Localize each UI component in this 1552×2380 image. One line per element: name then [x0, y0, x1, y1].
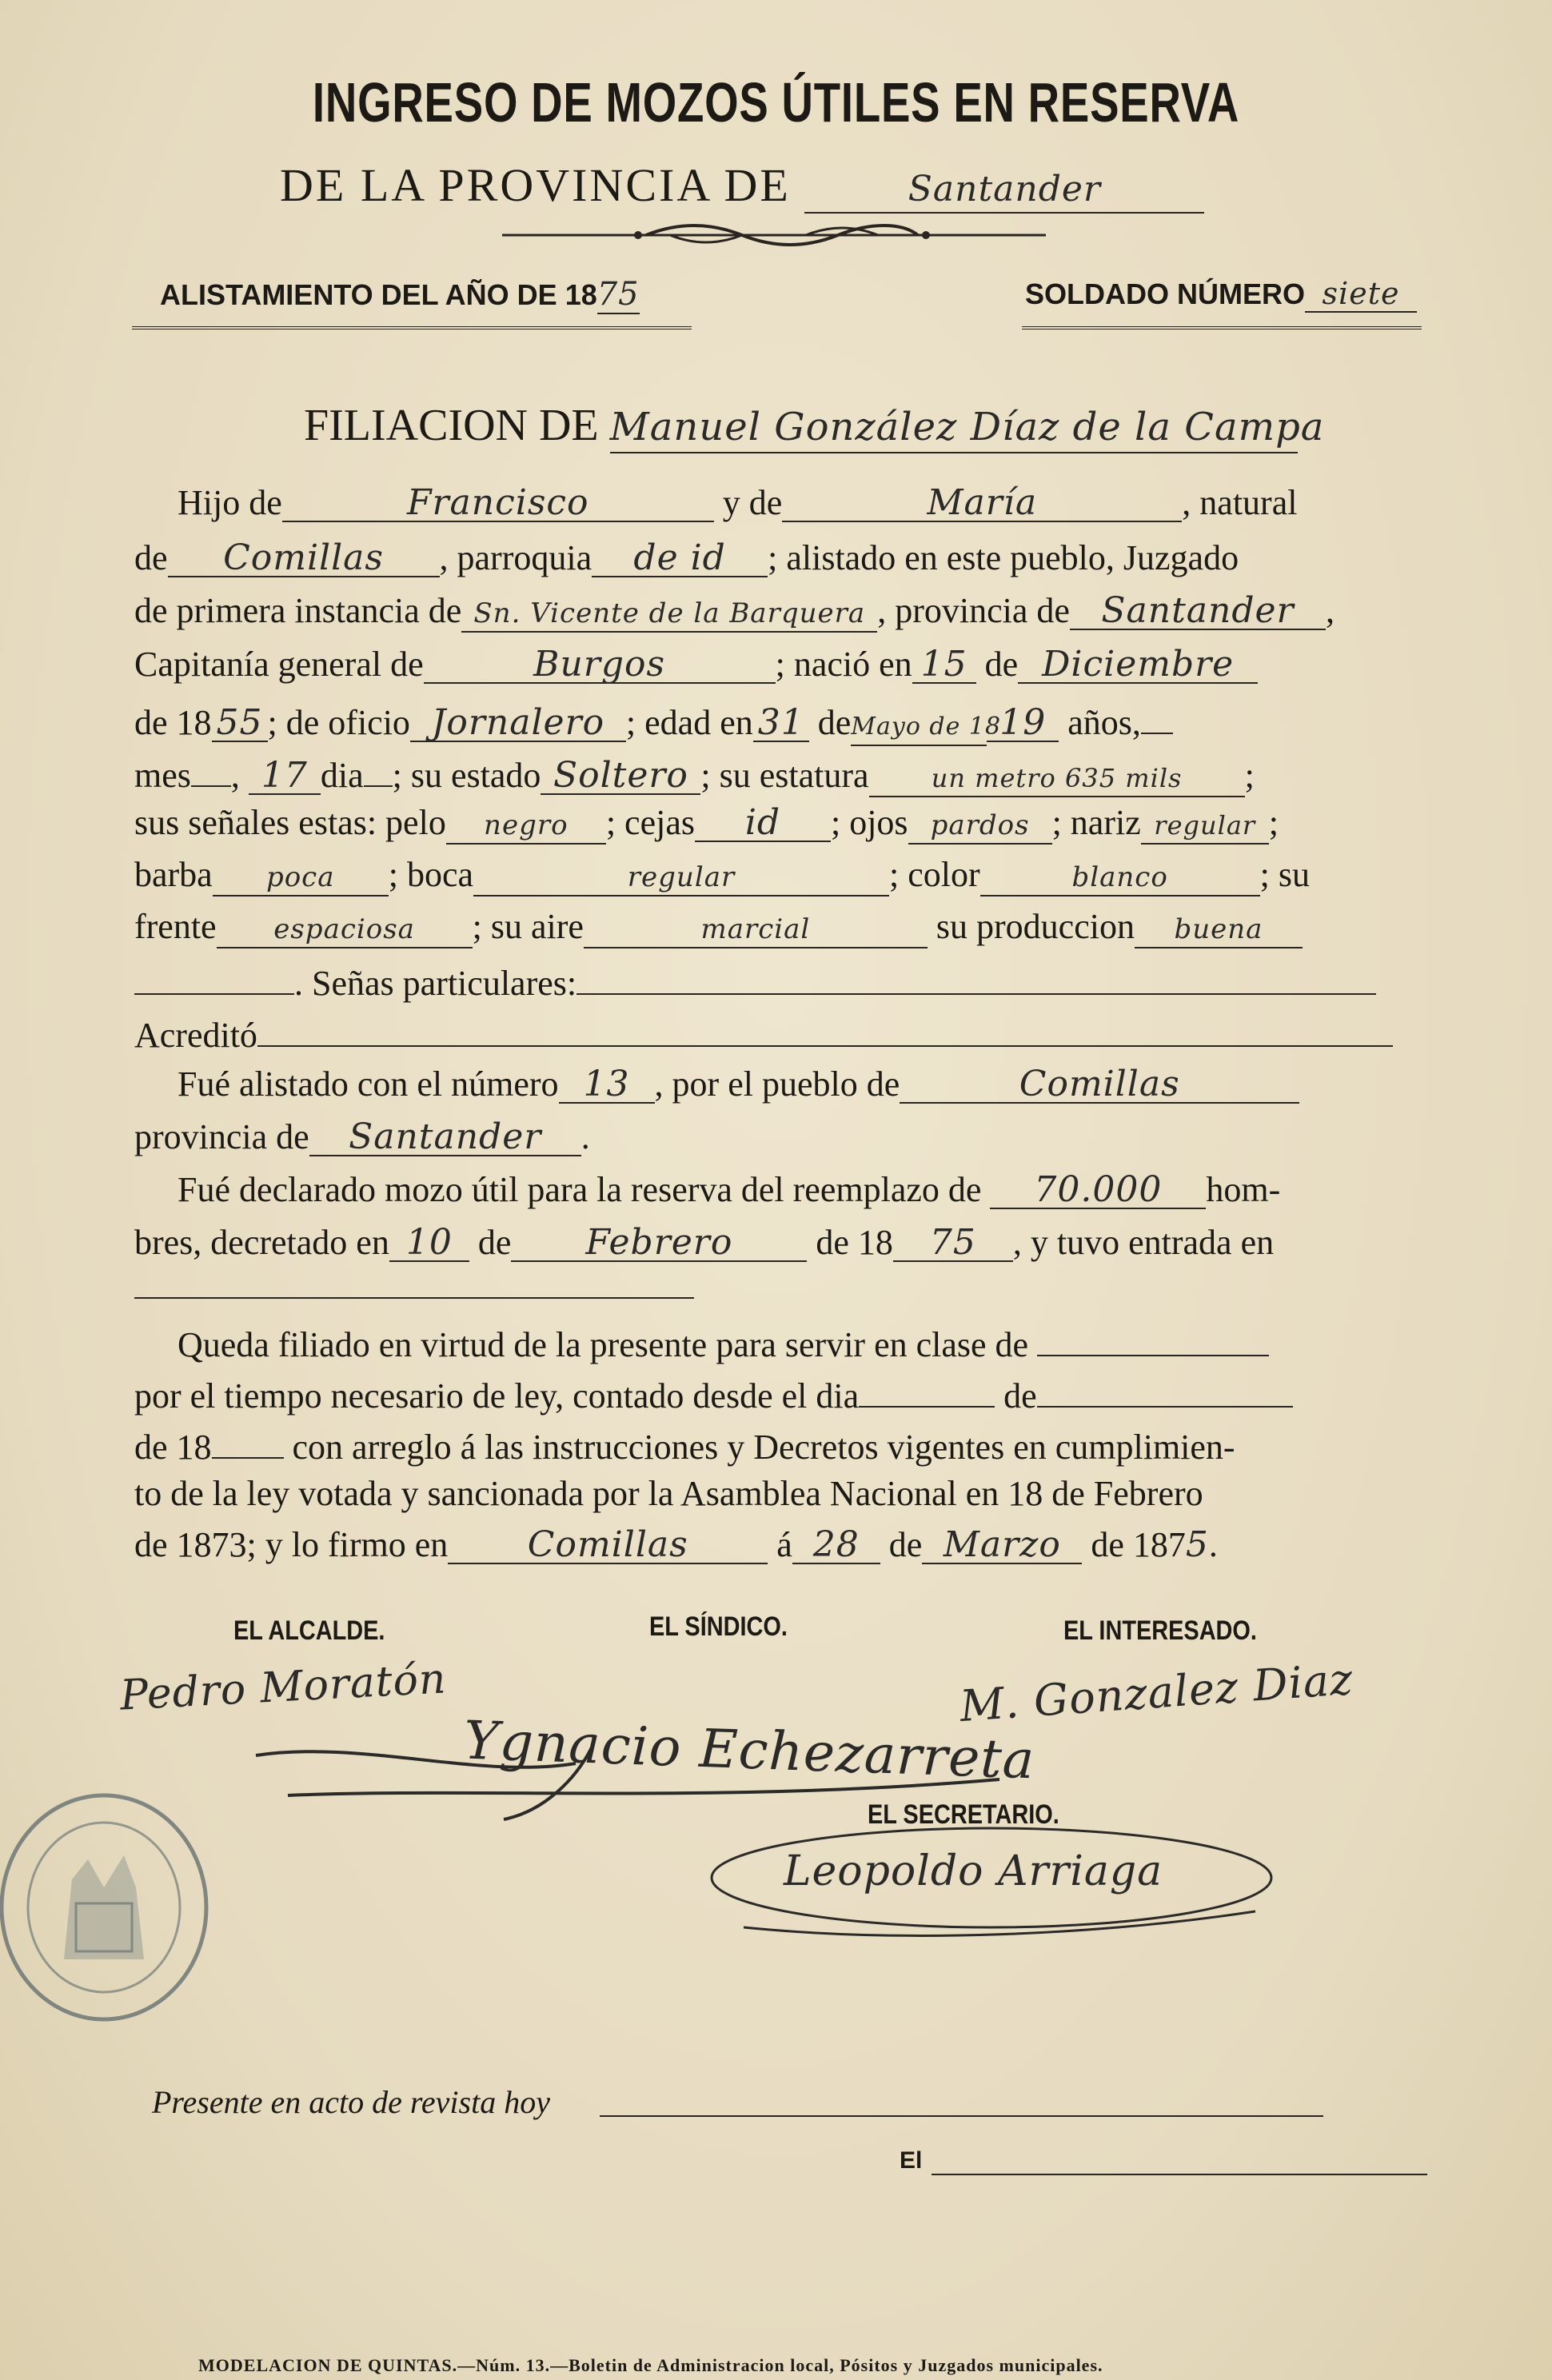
- de2-label: de: [984, 645, 1019, 684]
- estado-value: Soltero: [541, 758, 700, 795]
- nacio-label: ; nació en: [775, 645, 912, 684]
- parroquia-label: , parroquia: [439, 538, 592, 577]
- interesado-label: EL INTERESADO.: [1063, 1615, 1257, 1646]
- alistamiento-year: 75: [596, 276, 640, 313]
- mes-desde-blank: [1037, 1371, 1293, 1408]
- nacio-month: Diciembre: [1018, 647, 1258, 684]
- produccion-value: buena: [1135, 912, 1303, 948]
- juzgado-value: Sn. Vicente de la Barquera: [461, 596, 877, 633]
- filiacion-line: [304, 400, 1325, 453]
- alistado-label: ; alistado en este pueblo, Juzgado: [768, 538, 1239, 577]
- frente-label: frente: [134, 907, 217, 946]
- oficio-label: ; de oficio: [267, 703, 410, 742]
- line-senas: [134, 958, 1420, 1004]
- sindico-flourish: [240, 1731, 1039, 1827]
- secretario-label: EL SECRETARIO.: [868, 1799, 1059, 1830]
- de18-label: de 18: [134, 703, 212, 742]
- declarado-label: Fué declarado mozo útil para la reserva del reemplazo de: [178, 1170, 982, 1209]
- acredito-label: Acreditó: [134, 1016, 257, 1055]
- line-hijo: [178, 482, 1420, 523]
- para-text-1: Queda filiado en virtud de la presente para servir en clase de: [178, 1325, 1029, 1364]
- para-text-3a: de 18: [134, 1428, 212, 1467]
- revista-blank: [600, 2115, 1323, 2117]
- sindico-signature: Ygnacio Echezarreta: [462, 1709, 1036, 1791]
- provincia2-label: provincia de: [134, 1117, 309, 1156]
- provincia-label: , provincia de: [877, 591, 1070, 630]
- boca-label: ; boca: [388, 855, 474, 894]
- line-barba: [134, 854, 1420, 896]
- edad-years: 19: [987, 705, 1059, 742]
- color-value: blanco: [980, 860, 1260, 896]
- decretado-day: 10: [389, 1225, 469, 1262]
- para-text-2a: por el tiempo necesario de ley, contado desde el dia: [134, 1376, 860, 1416]
- month-value: Marzo: [922, 1527, 1082, 1564]
- header-rule-left: [132, 326, 692, 329]
- barba-label: barba: [134, 855, 213, 894]
- province-label: DE LA PROVINCIA DE: [280, 159, 791, 211]
- line-frente: [134, 906, 1420, 948]
- mother-value: María: [782, 485, 1182, 522]
- natural-label: , natural: [1182, 483, 1298, 522]
- dia-blank: [364, 750, 393, 787]
- para-line-5: de 1873; y lo firmo en Comillas á 28 de Marzo de 1875.: [134, 1524, 1218, 1565]
- senales-label: sus señales estas: pelo: [134, 803, 446, 842]
- province-value: Santander: [804, 167, 1204, 214]
- edad-month: Mayo de 18: [851, 709, 987, 746]
- produccion-label: su produccion: [936, 907, 1135, 946]
- ornament-divider: [502, 221, 1046, 250]
- alistamiento-label: ALISTAMIENTO DEL AÑO DE 18: [160, 278, 597, 311]
- soldado-label: SOLDADO NÚMERO: [1025, 278, 1305, 310]
- para-text-5b: á: [776, 1525, 792, 1564]
- secretario-flourish: [696, 1815, 1287, 1951]
- line-senales: sus señales estas: pelo negro ; cejas id ; ojos pardos ; nariz regular ;: [134, 802, 1279, 843]
- sindico-label: EL SÍNDICO.: [649, 1611, 788, 1642]
- nariz-label: ; nariz: [1051, 803, 1141, 842]
- hijo-de-label: Hijo de: [178, 483, 282, 522]
- line-estado: mes , 17 dia ; su estado Soltero ; su estatura un metro 635 mils ;: [134, 750, 1420, 797]
- para-line-4: [134, 1473, 1420, 1514]
- reemplazo-value: 70.000: [990, 1172, 1206, 1209]
- pueblo-value: Comillas: [900, 1067, 1299, 1104]
- decretado-year: 75: [893, 1225, 1013, 1262]
- de18b-label: de 18: [816, 1223, 893, 1262]
- nariz-value: regular: [1141, 808, 1269, 845]
- cejas-label: ; cejas: [605, 803, 695, 842]
- oficio-value: Jornalero: [410, 705, 626, 742]
- senas-blank: [577, 958, 1376, 995]
- entrada-blank: [134, 1297, 694, 1299]
- acredito-blank: [257, 1010, 1393, 1047]
- provincia-value: Santander: [1070, 593, 1326, 630]
- clase-blank: [1037, 1320, 1269, 1356]
- para-text-5d: de 187: [1091, 1525, 1186, 1564]
- para-text-4: to de la ley votada y sancionada por la Asamblea Nacional en 18 de Febrero: [134, 1474, 1203, 1513]
- day-value: 28: [792, 1527, 880, 1564]
- estatura-value: un metro 635 mils: [869, 761, 1245, 797]
- barba-value: poca: [213, 860, 389, 896]
- color-label: ; color: [889, 855, 980, 894]
- entrada-label: , y tuvo entrada en: [1012, 1223, 1275, 1262]
- year-desde-blank: [212, 1422, 284, 1459]
- line-acredito: [134, 1010, 1420, 1056]
- aire-value: marcial: [584, 912, 928, 948]
- mes-blank: [191, 750, 231, 787]
- de3-label: de: [817, 703, 852, 742]
- line-declarado: [178, 1169, 1420, 1210]
- aire-label: ; su aire: [472, 907, 584, 946]
- pelo-value: negro: [446, 808, 606, 845]
- place-value: Comillas: [448, 1527, 768, 1564]
- soldado-line: [1025, 276, 1417, 313]
- de4-label: de: [477, 1223, 512, 1262]
- alistado-num-value: 13: [559, 1067, 655, 1104]
- decretado-month: Febrero: [511, 1225, 807, 1262]
- father-value: Francisco: [282, 485, 714, 522]
- soldado-number: siete: [1305, 276, 1417, 313]
- line-decretado: [134, 1222, 1420, 1263]
- dia-label: dia: [320, 756, 364, 795]
- mes-label: mes: [134, 756, 191, 795]
- header-rule-right: [1022, 326, 1422, 329]
- revista-label: Presente en acto de revista hoy: [152, 2084, 550, 2120]
- para-text-5a: de 1873; y lo firmo en: [134, 1525, 449, 1564]
- para-line-3: [134, 1422, 1420, 1468]
- dias-value: 17: [249, 758, 321, 795]
- secretario-signature: Leopoldo Arriaga: [784, 1847, 1163, 1895]
- municipal-seal: [0, 1783, 224, 2031]
- interesado-signature: M. Gonzalez Diaz: [958, 1653, 1355, 1732]
- senas-blank-left: [134, 958, 294, 995]
- natural-of-value: Comillas: [168, 541, 440, 577]
- line-oficio: [134, 697, 1420, 746]
- nacio-year: 55: [212, 705, 268, 742]
- year-digit: 5: [1185, 1524, 1209, 1565]
- para-line-1: [178, 1320, 1420, 1365]
- nacio-day: 15: [912, 647, 976, 684]
- anos-blank: [1141, 697, 1173, 734]
- ojos-value: pardos: [908, 808, 1052, 845]
- estatura-label: ; su estatura: [700, 756, 869, 795]
- alcalde-label: EL ALCALDE.: [233, 1615, 385, 1646]
- edad-day: 31: [753, 705, 809, 742]
- su-label: ; su: [1259, 855, 1311, 894]
- line-natural: [134, 537, 1420, 578]
- parroquia-value: de id: [592, 541, 768, 577]
- para-line-2: [134, 1371, 1420, 1416]
- bres-label: bres, decretado en: [134, 1223, 389, 1262]
- el-blank: [932, 2174, 1427, 2175]
- imprint: MODELACION DE QUINTAS.—Núm. 13.—Boletin de Administracion local, Pósitos y Juzgados municipales.: [198, 2355, 1103, 2375]
- capitania-value: Burgos: [424, 647, 776, 684]
- ojos-label: ; ojos: [830, 803, 908, 842]
- boca-value: regular: [473, 860, 889, 896]
- cejas-value: id: [695, 805, 831, 842]
- para-text-2b: de: [1003, 1376, 1037, 1416]
- de-label: de: [134, 538, 168, 577]
- alcalde-signature: Pedro Moratón: [118, 1655, 448, 1720]
- hombres-label: hom-: [1206, 1170, 1281, 1209]
- anos-label: años,: [1067, 703, 1141, 742]
- para-text-3b: con arreglo á las instrucciones y Decretos vigentes en cumplimien-: [292, 1428, 1235, 1467]
- province-line: [280, 158, 1204, 214]
- para-text-5c: de: [888, 1525, 923, 1564]
- capitania-label: Capitanía general de: [134, 645, 424, 684]
- filiacion-label: FILIACION DE: [304, 401, 599, 450]
- line-alistado-num: [178, 1064, 1420, 1104]
- estado-label: ; su estado: [392, 756, 541, 795]
- dia-desde-blank: [859, 1371, 995, 1408]
- alistamiento-line: [160, 276, 640, 313]
- primera-instancia-label: de primera instancia de: [134, 591, 462, 630]
- y-de-label: y de: [722, 483, 783, 522]
- pueblo-label: , por el pueblo de: [654, 1064, 900, 1104]
- revista-line: [152, 2083, 550, 2121]
- line-capitania: [134, 644, 1420, 685]
- alistado-num-label: Fué alistado con el número: [178, 1064, 559, 1104]
- line-provincia2: provincia de Santander .: [134, 1116, 590, 1157]
- provincia2-value: Santander: [309, 1120, 581, 1156]
- el-line: [900, 2147, 922, 2174]
- el-label: El: [900, 2147, 923, 2174]
- line-juzgado: de primera instancia de Sn. Vicente de la Barquera , provincia de Santander ,: [134, 590, 1335, 631]
- edad-label: ; edad en: [625, 703, 753, 742]
- senas-label: . Señas particulares:: [294, 964, 577, 1003]
- filiacion-name: Manuel González Díaz de la Campa: [610, 402, 1298, 453]
- document-title: INGRESO DE MOZOS ÚTILES EN RESERVA: [312, 71, 1240, 134]
- frente-value: espaciosa: [217, 912, 473, 948]
